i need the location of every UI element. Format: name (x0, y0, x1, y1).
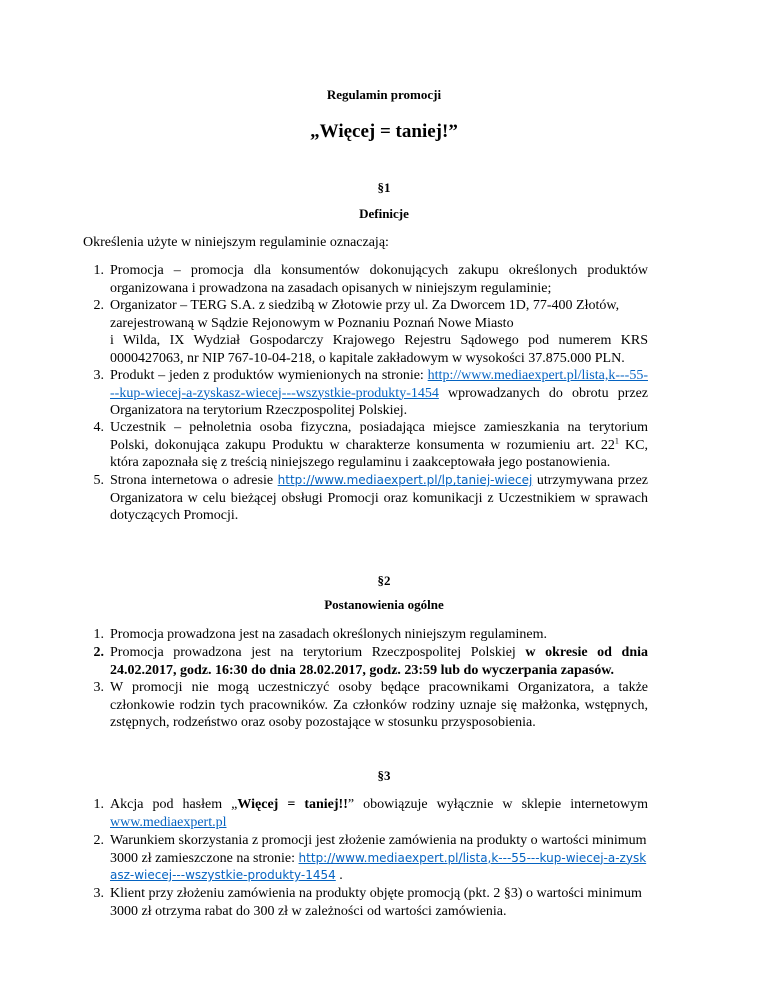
item-text-continued: wprowadzanych do obrotu przez Organizatora na terytorium Rzeczpospolitej Polskiej. (110, 385, 648, 418)
section-2-number: §2 (377, 573, 391, 588)
list-item (93, 262, 648, 297)
item-number: 5. (93, 473, 104, 488)
promotion-period: w okresie od dnia 24.02.2017, godz. 16:30 do dnia 28.02.2017, godz. 23:59 lub do wyczerpania zapasów. (110, 645, 648, 678)
item-text: Akcja pod hasłem „ (110, 797, 238, 812)
item-text: W promocji nie mogą uczestniczyć osoby będące pracownikami Organizatora, a także członkowie rodzin tych pracowników. Za członków rodziny uznaje się małżonka, wstępnych, zstępnych, rodzeństwo oraz osoby pozostające w stosunku przysposobienia. (110, 680, 648, 730)
list-item (93, 644, 648, 679)
promo-name: „Więcej = taniej!” (310, 121, 458, 142)
item-number: 3. (93, 368, 104, 383)
item-text: Klient przy złożeniu zamówienia na produkty objęte promocją (pkt. 2 §3) o wartości minimum 3000 zł otrzyma rabat do 300 zł w zależności od wartości zamówienia. (110, 886, 642, 919)
item-text-continued: KC, która zapoznała się z treścią niniejszego regulaminu i zaakceptowała jego postanowienia. (110, 437, 648, 470)
item-text: Organizator – TERG S.A. z siedzibą w Złotowie przy ul. Za Dworcem 1D, 77-400 Złotów, zarejestrowaną w Sądzie Rejonowym w Poznaniu Poznań Nowe Miasto (110, 298, 620, 331)
item-text-continued: utrzymywana przez Organizatora w celu bieżącej obsługi Promocji oraz komunikacji z Uczestnikiem w sprawach dotyczących Promocji. (110, 473, 649, 523)
item-number: 2. (93, 645, 104, 660)
section-2-heading: Postanowienia ogólne (324, 597, 444, 612)
product-list-link[interactable]: http://www.mediaexpert.pl/lista,k---55---kup-wiecej-a-zyskasz-wiecej---wszystkie-produkty-1454 (110, 850, 647, 882)
list-item (93, 367, 648, 420)
product-list-link[interactable]: http://www.mediaexpert.pl/lista,k---55---kup-wiecej-a-zyskasz-wiecej---wszystkie-produkty-1454 (110, 368, 648, 401)
item-text-continued: ” obowiązuje wyłącznie w sklepie internetowym (347, 797, 648, 812)
item-text: Produkt – jeden z produktów wymienionych na stronie: (110, 368, 428, 383)
promo-slogan: Więcej = taniej!! (237, 797, 348, 812)
section-1-intro: Określenia użyte w niniejszym regulaminie oznaczają: (83, 235, 389, 250)
shop-link[interactable]: www.mediaexpert.pl (110, 814, 227, 830)
item-number: 1. (93, 797, 104, 812)
item-number: 3. (93, 886, 104, 901)
item-number: 2. (93, 833, 104, 848)
section-3-number: §3 (377, 768, 391, 783)
list-item (93, 472, 649, 525)
item-text: Promocja prowadzona jest na terytorium Rzeczpospolitej Polskiej (110, 645, 526, 660)
list-item (93, 297, 648, 367)
list-item (93, 679, 648, 732)
item-text: Warunkiem skorzystania z promocji jest złożenie zamówienia na produkty o wartości minimum 3000 zł zamieszczone na stronie: (110, 833, 647, 866)
list-item (93, 885, 648, 920)
item-number: 1. (93, 263, 104, 278)
list-item (93, 796, 648, 831)
list-item (93, 419, 648, 472)
item-text: Strona internetowa o adresie (110, 473, 278, 488)
website-link[interactable]: http://www.mediaexpert.pl/lp,taniej-wiecej (277, 473, 533, 487)
item-text: Uczestnik – pełnoletnia osoba fizyczna, posiadająca miejsce zamieszkania na terytorium Polski, dokonująca zakupu Produktu w charakterze konsumenta w rozumieniu art. 22 (110, 420, 648, 453)
item-number: 4. (93, 420, 104, 435)
item-text-continued: i Wilda, IX Wydział Gospodarczy Krajowego Rejestru Sądowego pod numerem KRS 0000427063, nr NIP 767-10-04-218, o kapitale zakładowym w wysokości 37.875.000 PLN. (110, 333, 648, 366)
item-text: Promocja prowadzona jest na zasadach określonych niniejszym regulaminem. (110, 627, 547, 642)
item-text: Promocja – promocja dla konsumentów dokonujących zakupu określonych produktów organizowana i prowadzona na zasadach opisanych w niniejszym regulaminie; (110, 263, 648, 296)
item-number: 2. (93, 298, 104, 313)
item-number: 1. (93, 627, 104, 642)
item-text-continued: . (335, 868, 343, 883)
item-number: 3. (93, 680, 104, 695)
list-item (93, 832, 648, 885)
section-1-number: §1 (377, 180, 391, 195)
document-title: Regulamin promocji (326, 87, 442, 102)
list-item (93, 626, 648, 644)
section-1-heading: Definicje (359, 206, 409, 221)
superscript: 1 (614, 435, 619, 445)
